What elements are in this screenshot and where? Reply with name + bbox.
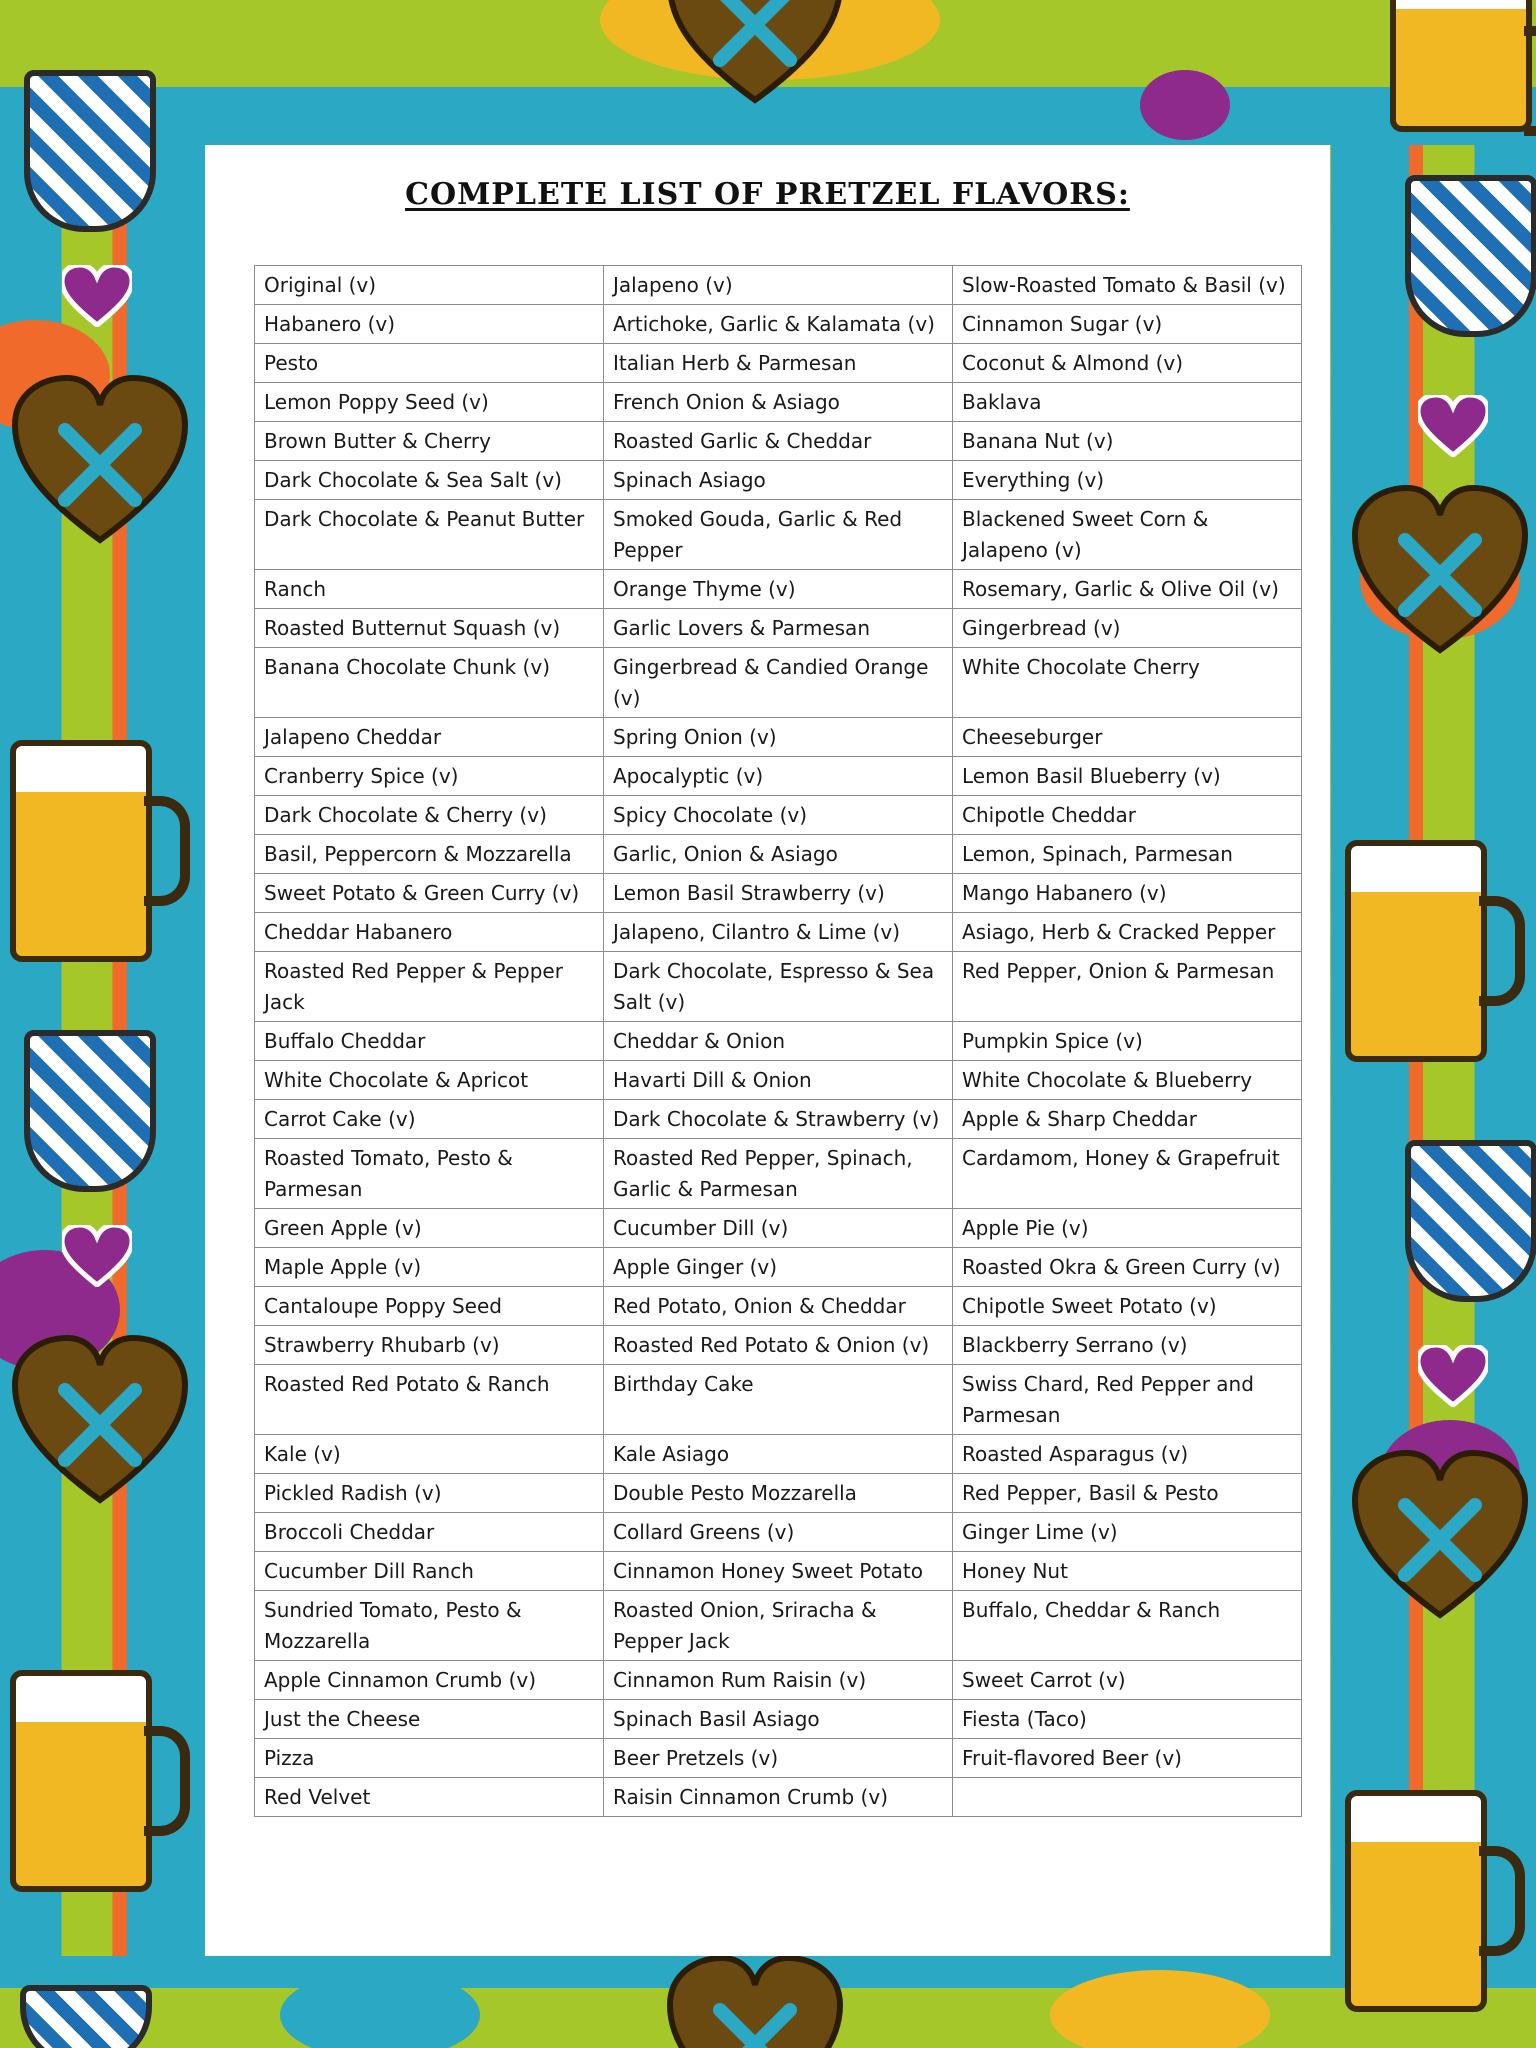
table-row (255, 1209, 1302, 1248)
heart-icon (1418, 1345, 1488, 1407)
flavor-cell: Raisin Cinnamon Crumb (v) (604, 1778, 953, 1817)
pretzel-icon (1345, 480, 1535, 660)
table-row (255, 1061, 1302, 1100)
flavor-cell: Buffalo, Cheddar & Ranch (953, 1591, 1302, 1661)
table-row (255, 1287, 1302, 1326)
flavor-cell: Swiss Chard, Red Pepper and Parmesan (953, 1365, 1302, 1435)
flavor-cell: Kale Asiago (604, 1435, 953, 1474)
table-row (255, 570, 1302, 609)
table-row (255, 305, 1302, 344)
flavor-cell: Cinnamon Honey Sweet Potato (604, 1552, 953, 1591)
table-row (255, 500, 1302, 570)
decorative-blob (1140, 70, 1230, 140)
flavor-cell: Collard Greens (v) (604, 1513, 953, 1552)
table-row (255, 757, 1302, 796)
flavor-cell: Apple Pie (v) (953, 1209, 1302, 1248)
flavor-cell: French Onion & Asiago (604, 383, 953, 422)
heart-icon (1418, 395, 1488, 457)
flavor-cell: Pumpkin Spice (v) (953, 1022, 1302, 1061)
flavor-cell: White Chocolate & Apricot (255, 1061, 604, 1100)
table-row (255, 648, 1302, 718)
beer-mug-icon (1390, 0, 1532, 132)
flavor-cell: Green Apple (v) (255, 1209, 604, 1248)
flavor-cell: Jalapeno Cheddar (255, 718, 604, 757)
table-row (255, 1700, 1302, 1739)
flavor-cell: Lemon Basil Blueberry (v) (953, 757, 1302, 796)
flavor-cell: Red Potato, Onion & Cheddar (604, 1287, 953, 1326)
flavor-cell: Dark Chocolate & Strawberry (v) (604, 1100, 953, 1139)
flavor-cell: Roasted Tomato, Pesto & Parmesan (255, 1139, 604, 1209)
flavor-cell: Sundried Tomato, Pesto & Mozzarella (255, 1591, 604, 1661)
flavor-cell: Apple & Sharp Cheddar (953, 1100, 1302, 1139)
flavor-cell: Cucumber Dill (v) (604, 1209, 953, 1248)
flavor-cell: Apple Ginger (v) (604, 1248, 953, 1287)
flavor-cell: Apocalyptic (v) (604, 757, 953, 796)
table-row (255, 1100, 1302, 1139)
table-row (255, 344, 1302, 383)
flavor-cell: Roasted Red Potato & Ranch (255, 1365, 604, 1435)
flavor-cell: Carrot Cake (v) (255, 1100, 604, 1139)
flavor-cell: Roasted Red Pepper, Spinach, Garlic & Parmesan (604, 1139, 953, 1209)
flavor-cell: Fiesta (Taco) (953, 1700, 1302, 1739)
flavor-cell: Cantaloupe Poppy Seed (255, 1287, 604, 1326)
flavor-cell: Basil, Peppercorn & Mozzarella (255, 835, 604, 874)
flavor-cell: Dark Chocolate & Peanut Butter (255, 500, 604, 570)
flavor-cell: White Chocolate & Blueberry (953, 1061, 1302, 1100)
flavor-cell: Roasted Garlic & Cheddar (604, 422, 953, 461)
flavor-cell: Jalapeno (v) (604, 266, 953, 305)
table-row (255, 1552, 1302, 1591)
flavor-cell: Artichoke, Garlic & Kalamata (v) (604, 305, 953, 344)
pretzel-icon (1345, 1445, 1535, 1625)
table-row (255, 609, 1302, 648)
table-row (255, 1435, 1302, 1474)
pretzel-icon (660, 1950, 850, 2048)
flavor-cell: Spinach Asiago (604, 461, 953, 500)
table-row (255, 1365, 1302, 1435)
flavor-cell: Cranberry Spice (v) (255, 757, 604, 796)
table-row (255, 796, 1302, 835)
flavor-cell: Red Pepper, Onion & Parmesan (953, 952, 1302, 1022)
table-row (255, 1474, 1302, 1513)
flavor-cell: Pizza (255, 1739, 604, 1778)
flavor-cell: Mango Habanero (v) (953, 874, 1302, 913)
flavor-cell: Slow-Roasted Tomato & Basil (v) (953, 266, 1302, 305)
flavor-cell: Red Velvet (255, 1778, 604, 1817)
table-row (255, 1139, 1302, 1209)
flavor-cell: Double Pesto Mozzarella (604, 1474, 953, 1513)
flavor-cell: White Chocolate Cherry (953, 648, 1302, 718)
table-row (255, 266, 1302, 305)
table-row (255, 1778, 1302, 1817)
flavor-cell: Strawberry Rhubarb (v) (255, 1326, 604, 1365)
flavor-cell: Cheddar & Onion (604, 1022, 953, 1061)
flavor-cell: Coconut & Almond (v) (953, 344, 1302, 383)
table-row (255, 835, 1302, 874)
page-title (205, 177, 1330, 212)
flavor-cell: Honey Nut (953, 1552, 1302, 1591)
flavor-cell: Maple Apple (v) (255, 1248, 604, 1287)
flavor-cell: Roasted Red Potato & Onion (v) (604, 1326, 953, 1365)
flavor-cell: Cinnamon Sugar (v) (953, 305, 1302, 344)
flavor-cell: Roasted Red Pepper & Pepper Jack (255, 952, 604, 1022)
flavor-cell: Cheeseburger (953, 718, 1302, 757)
flavor-cell: Dark Chocolate & Cherry (v) (255, 796, 604, 835)
pretzel-icon (660, 0, 850, 110)
flavor-cell: Apple Cinnamon Crumb (v) (255, 1661, 604, 1700)
flavor-cell: Original (v) (255, 266, 604, 305)
bavarian-shield-icon (1405, 1140, 1536, 1302)
table-row (255, 718, 1302, 757)
flavor-cell: Lemon Poppy Seed (v) (255, 383, 604, 422)
pretzel-icon (5, 1330, 195, 1510)
flavor-cell: Buffalo Cheddar (255, 1022, 604, 1061)
flavor-cell: Garlic, Onion & Asiago (604, 835, 953, 874)
page-title-text: COMPLETE LIST OF PRETZEL FLAVORS: (405, 177, 1130, 212)
flavor-cell: Roasted Butternut Squash (v) (255, 609, 604, 648)
table-row (255, 1326, 1302, 1365)
flavor-cell: Spring Onion (v) (604, 718, 953, 757)
flavor-cell: Dark Chocolate & Sea Salt (v) (255, 461, 604, 500)
beer-mug-icon (1345, 1790, 1487, 2012)
flavor-table-body (255, 266, 1302, 1817)
table-row (255, 422, 1302, 461)
flavor-cell: Dark Chocolate, Espresso & Sea Salt (v) (604, 952, 953, 1022)
flavor-cell: Red Pepper, Basil & Pesto (953, 1474, 1302, 1513)
table-row (255, 874, 1302, 913)
flavor-cell: Roasted Asparagus (v) (953, 1435, 1302, 1474)
table-row (255, 1661, 1302, 1700)
flavor-cell: Fruit-flavored Beer (v) (953, 1739, 1302, 1778)
beer-mug-icon (10, 1670, 152, 1892)
table-row (255, 952, 1302, 1022)
flavor-cell: Orange Thyme (v) (604, 570, 953, 609)
flavor-cell: Beer Pretzels (v) (604, 1739, 953, 1778)
flavor-cell: Jalapeno, Cilantro & Lime (v) (604, 913, 953, 952)
flavor-cell: Birthday Cake (604, 1365, 953, 1435)
flavor-cell: Smoked Gouda, Garlic & Red Pepper (604, 500, 953, 570)
flavor-table (254, 265, 1302, 1817)
flavor-cell: Just the Cheese (255, 1700, 604, 1739)
beer-mug-icon (10, 740, 152, 962)
flavor-cell: Habanero (v) (255, 305, 604, 344)
flavor-cell: Italian Herb & Parmesan (604, 344, 953, 383)
table-row (255, 1591, 1302, 1661)
flavor-cell: Kale (v) (255, 1435, 604, 1474)
flavor-cell: Blackberry Serrano (v) (953, 1326, 1302, 1365)
flavor-cell: Pickled Radish (v) (255, 1474, 604, 1513)
flavor-cell: Broccoli Cheddar (255, 1513, 604, 1552)
flavor-cell: Roasted Onion, Sriracha & Pepper Jack (604, 1591, 953, 1661)
flavor-cell: Brown Butter & Cherry (255, 422, 604, 461)
flavor-cell: Ginger Lime (v) (953, 1513, 1302, 1552)
flavor-cell: Cardamom, Honey & Grapefruit (953, 1139, 1302, 1209)
flavor-cell: Pesto (255, 344, 604, 383)
flavor-cell: Banana Nut (v) (953, 422, 1302, 461)
bavarian-shield-icon (1405, 175, 1536, 337)
flavor-cell: Rosemary, Garlic & Olive Oil (v) (953, 570, 1302, 609)
content-sheet (205, 145, 1330, 1956)
flavor-cell: Chipotle Sweet Potato (v) (953, 1287, 1302, 1326)
flavor-cell: Cucumber Dill Ranch (255, 1552, 604, 1591)
flavor-cell: Everything (v) (953, 461, 1302, 500)
flavor-cell (953, 1778, 1302, 1817)
beer-mug-icon (1345, 840, 1487, 1062)
flavor-cell: Ranch (255, 570, 604, 609)
heart-icon (62, 1225, 132, 1287)
flavor-cell: Spinach Basil Asiago (604, 1700, 953, 1739)
flavor-cell: Blackened Sweet Corn & Jalapeno (v) (953, 500, 1302, 570)
table-row (255, 383, 1302, 422)
table-row (255, 1513, 1302, 1552)
pretzel-icon (5, 370, 195, 550)
table-row (255, 461, 1302, 500)
flavor-cell: Gingerbread & Candied Orange (v) (604, 648, 953, 718)
flavor-cell: Banana Chocolate Chunk (v) (255, 648, 604, 718)
heart-icon (62, 265, 132, 327)
flavor-cell: Lemon Basil Strawberry (v) (604, 874, 953, 913)
bavarian-shield-icon (24, 70, 156, 232)
flavor-cell: Lemon, Spinach, Parmesan (953, 835, 1302, 874)
flavor-cell: Roasted Okra & Green Curry (v) (953, 1248, 1302, 1287)
table-row (255, 913, 1302, 952)
flavor-cell: Baklava (953, 383, 1302, 422)
flavor-cell: Asiago, Herb & Cracked Pepper (953, 913, 1302, 952)
flavor-cell: Cheddar Habanero (255, 913, 604, 952)
table-row (255, 1248, 1302, 1287)
flavor-cell: Chipotle Cheddar (953, 796, 1302, 835)
flavor-cell: Gingerbread (v) (953, 609, 1302, 648)
flavor-cell: Cinnamon Rum Raisin (v) (604, 1661, 953, 1700)
bavarian-shield-icon (24, 1030, 156, 1192)
flavor-cell: Garlic Lovers & Parmesan (604, 609, 953, 648)
flavor-cell: Sweet Potato & Green Curry (v) (255, 874, 604, 913)
table-row (255, 1739, 1302, 1778)
flavor-cell: Spicy Chocolate (v) (604, 796, 953, 835)
bavarian-shield-icon (20, 1985, 152, 2048)
flavor-cell: Sweet Carrot (v) (953, 1661, 1302, 1700)
table-row (255, 1022, 1302, 1061)
flavor-cell: Havarti Dill & Onion (604, 1061, 953, 1100)
